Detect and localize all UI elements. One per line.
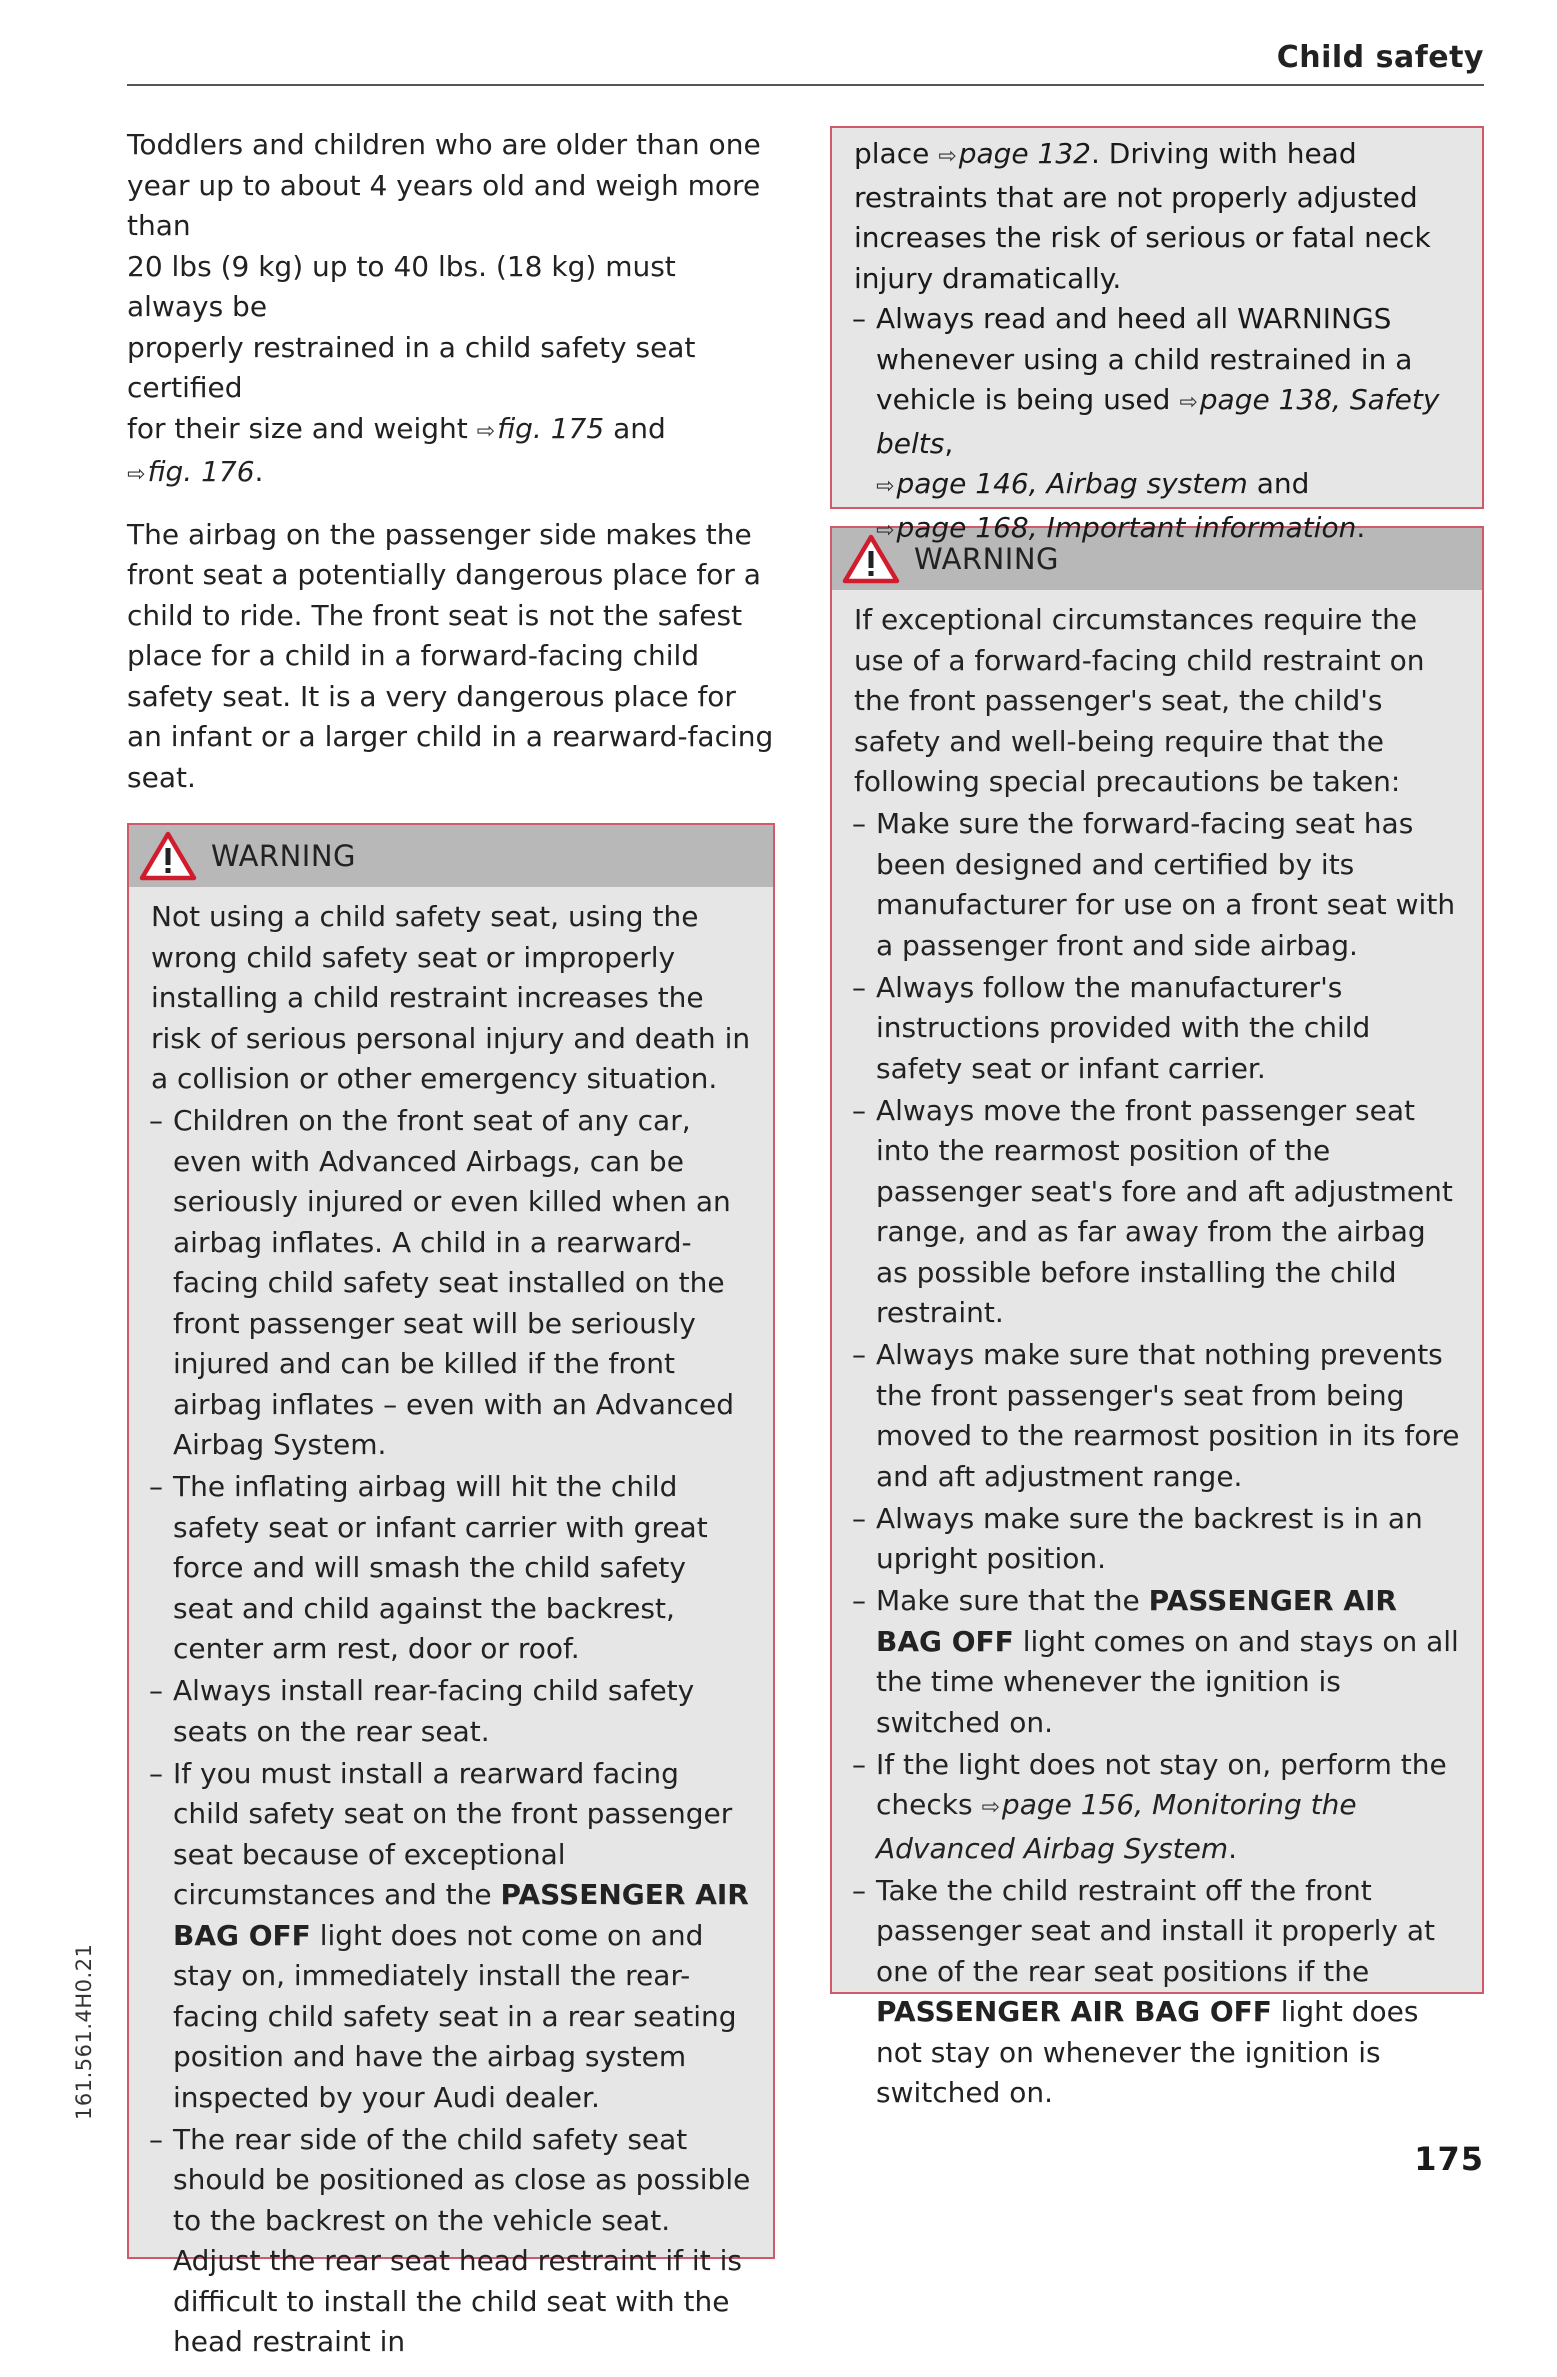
warning-lead: Not using a child safety seat, using the wrong child safety seat or improperly installing a child restraint increases the risk of serious personal injury and death in a collision or other emergency situation. xyxy=(151,900,751,1095)
arrow-right-icon: ⇨ xyxy=(876,474,895,499)
arrow-right-icon: ⇨ xyxy=(876,517,895,543)
warning-item: – Always make sure the backrest is in an upright position. xyxy=(854,1499,1460,1580)
warning-box-left xyxy=(127,823,775,2358)
arrow-right-icon: ⇨ xyxy=(981,1795,1000,1820)
intro-line: properly restrained in a child safety seat certified xyxy=(127,330,696,404)
intro-line: year up to about 4 years old and weigh more than xyxy=(127,168,761,242)
warning-list xyxy=(854,804,1460,2114)
warning-triangle-icon xyxy=(139,831,197,881)
warning-title: WARNING xyxy=(211,839,356,873)
intro-paragraph-1: Toddlers and children who are older than one year up to about 4 years old and weigh more than 20 lbs (9 kg) up to 40 lbs. (18 kg) must always be properly restrained in a child safety seat certified for their size and weight ⇨fig. 175 and ⇨fig. 176. xyxy=(127,128,761,488)
continuation-text: place ⇨page 132. Driving with head restraints that are not properly adjusted increases the risk of serious or fatal neck injury dramatically. xyxy=(854,137,1431,295)
arrow-right-icon: ⇨ xyxy=(1179,390,1198,415)
warning-lead: If exceptional circumstances require the use of a forward-facing child restraint on the front passenger's seat, the child's safety and well-being require that the following special precautions be taken: xyxy=(854,603,1425,798)
warning-title: WARNING xyxy=(914,542,1059,576)
continuation-list xyxy=(854,299,1460,551)
warning-item: – Take the child restraint off the front passenger seat and install it properly at one of the rear seat positions if the PASSENGER AIR BAG OFF light does not stay on whenever the ignition is switched on. xyxy=(854,1871,1460,2114)
arrow-right-icon: ⇨ xyxy=(476,418,496,444)
indicator-label: PASSENGER AIR BAG OFF xyxy=(876,1995,1272,2028)
warning-item: – Make sure that the PASSENGER AIR BAG OFF light comes on and stays on all the time whenever the ignition is switched on. xyxy=(854,1581,1460,1743)
page-header-title: Child safety xyxy=(1276,40,1484,75)
warning-item: – Always make sure that nothing prevents the front passenger's seat from being moved to the rearmost position in its fore and aft adjustment range. xyxy=(854,1335,1460,1497)
warning-item: – If you must install a rearward facing child safety seat on the front passenger seat because of exceptional circumstances and the PASSENGER AIR BAG OFF light does not come on and stay on, immediately install the rear-facing child safety seat in a rear seating position and have the airbag system inspected by your Audi dealer. xyxy=(151,1754,751,2119)
warning-box-right xyxy=(830,526,1484,2109)
warning-body xyxy=(129,887,773,2377)
header-divider xyxy=(127,84,1484,86)
fig-175-link[interactable]: ⇨fig. 175 xyxy=(476,411,605,445)
indicator-label: PASSENGER AIR BAG OFF xyxy=(173,1878,749,1952)
intro-line: for their size and weight xyxy=(127,411,468,445)
page-168-link[interactable]: ⇨page 168, Important information xyxy=(876,510,1357,544)
warning-item: – Always follow the manufacturer's instructions provided with the child safety seat or infant carrier. xyxy=(854,968,1460,1090)
page-138-link[interactable]: ⇨page 138, Safety belts xyxy=(876,383,1440,460)
warning-item: – Make sure the forward-facing seat has been designed and certified by its manufacturer for use on a front seat with a passenger front and side airbag. xyxy=(854,804,1460,966)
warning-item: – Children on the front seat of any car, even with Advanced Airbags, can be seriously injured or even killed when an airbag inflates. A child in a rearward-facing child safety seat installed on the front passenger seat will be seriously injured and can be killed if the front airbag inflates – even with an Advanced Airbag System. xyxy=(151,1101,751,1466)
warning-body xyxy=(832,590,1482,2128)
page-132-link[interactable]: ⇨page 132 xyxy=(938,137,1091,170)
document-code: 161.561.4H0.21 xyxy=(72,1943,96,2120)
left-column xyxy=(127,125,775,2358)
intro-line: Toddlers and children who are older than one xyxy=(127,128,761,161)
right-column xyxy=(830,125,1484,2109)
arrow-right-icon: ⇨ xyxy=(127,462,146,487)
warning-item: – The rear side of the child safety seat should be positioned as close as possible to the backrest on the vehicle seat. Adjust the rear seat head restraint if it is difficult to install the child seat with the head restraint in xyxy=(151,2120,751,2363)
warning-item: – Always move the front passenger seat into the rearmost position of the passenger seat's fore and aft adjustment range, and as far away from the airbag as possible before installing the child restraint. xyxy=(854,1091,1460,1334)
intro-paragraph-2: The airbag on the passenger side makes the front seat a potentially dangerous place for a child to ride. The front seat is not the safest place for a child in a forward-facing child safety seat. It is a very dangerous place for an infant or a larger child in a rearward-facing seat. xyxy=(127,517,774,794)
warning-item: – If the light does not stay on, perform the checks ⇨page 156, Monitoring the Advanced Airbag System. xyxy=(854,1745,1460,1870)
warning-continuation-box xyxy=(830,126,1484,544)
page-156-link[interactable]: ⇨page 156, Monitoring the Advanced Airbag System xyxy=(876,1788,1357,1865)
arrow-right-icon: ⇨ xyxy=(938,144,957,169)
indicator-label: PASSENGER AIR BAG OFF xyxy=(876,1584,1397,1658)
warning-list xyxy=(151,1101,751,2363)
intro-line: 20 lbs (9 kg) up to 40 lbs. (18 kg) must always be xyxy=(127,249,676,323)
intro-and: and xyxy=(613,411,666,445)
warning-item: – Always read and heed all WARNINGS whenever using a child restrained in a vehicle is being used ⇨page 138, Safety belts, ⇨page 146, Airbag system and ⇨page 168, Important information. xyxy=(852,302,1440,544)
warning-header xyxy=(129,825,773,887)
warning-item: – Always install rear-facing child safety seats on the rear seat. xyxy=(151,1671,751,1752)
warning-item: – The inflating airbag will hit the child safety seat or infant carrier with great force and will smash the child safety seat and child against the backrest, center arm rest, door or roof. xyxy=(151,1467,751,1670)
page-number: 175 xyxy=(1414,2140,1484,2178)
page-146-link[interactable]: ⇨page 146, Airbag system xyxy=(876,467,1248,500)
fig-176-link[interactable]: ⇨fig. 176 xyxy=(127,455,255,488)
